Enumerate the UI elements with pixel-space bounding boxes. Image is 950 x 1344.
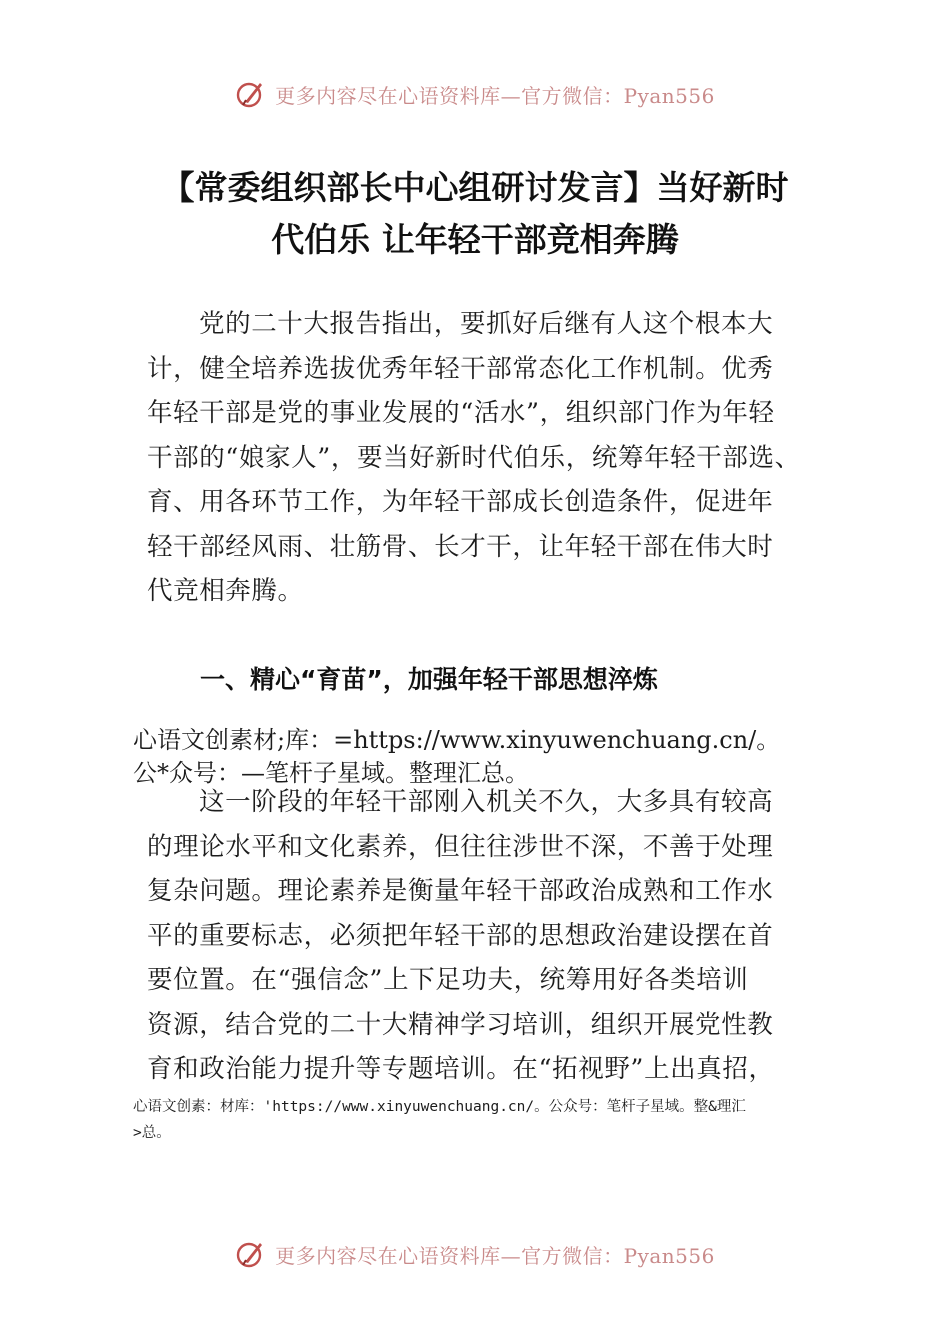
- watermark-text: 更多内容尽在心语资料库—官方微信：Pyan556: [275, 1243, 715, 1268]
- paragraph-line: 要位置。在“强信念”上下足功夫，统筹用好各类培训: [147, 965, 749, 995]
- watermark-text: 更多内容尽在心语资料库—官方微信：Pyan556: [275, 83, 715, 108]
- footer-source-line: 心语文创素：材库：'https://www.xinyuwenchuang.cn/。公众号：笔杆子星域。整&理汇: [133, 1099, 746, 1115]
- source-note-line: 心语文创素材;库：=https://www.xinyuwenchuang.cn/。: [133, 726, 781, 754]
- section-heading: 一、精心“育苗”，加强年轻干部思想淬炼: [200, 665, 658, 694]
- quill-logo-icon: [235, 78, 267, 110]
- paragraph-line: 的理论水平和文化素养，但往往涉世不深，不善于处理: [147, 831, 774, 862]
- paragraph-line: 年轻干部是党的事业发展的“活水”，组织部门作为年轻: [147, 398, 775, 428]
- footer-source-note: [133, 1094, 746, 1146]
- paragraph-line: 党的二十大报告指出，要抓好后继有人这个根本大: [199, 309, 774, 339]
- paragraph-line: 干部的“娘家人”，要当好新时代伯乐，统筹年轻干部选、: [147, 442, 801, 473]
- document-title: [100, 162, 850, 266]
- paragraph-line: 平的重要标志，必须把年轻干部的思想政治建设摆在首: [147, 920, 774, 951]
- quill-logo-icon: [235, 1238, 267, 1270]
- title-line-1: 【常委组织部长中心组研讨发言】当好新时: [161, 168, 789, 207]
- paragraph-line: 资源，结合党的二十大精神学习培训，组织开展党性教: [147, 1009, 774, 1040]
- paragraph-line: 育和政治能力提升等专题培训。在“拓视野”上出真招，: [147, 1054, 775, 1084]
- intro-paragraph: [147, 302, 807, 614]
- source-note-line: 公*众号：—笔杆子星域。整理汇总。: [133, 759, 529, 787]
- footer-source-line: >总。: [133, 1125, 171, 1141]
- paragraph-line: 育、用各环节工作，为年轻干部成长创造条件，促进年: [147, 487, 774, 517]
- section-body-paragraph: [147, 780, 807, 1092]
- paragraph-line: 这一阶段的年轻干部刚入机关不久，大多具有较高: [199, 787, 774, 817]
- paragraph-line: 计，健全培养选拔优秀年轻干部常态化工作机制。优秀: [147, 353, 774, 384]
- paragraph-line: 复杂问题。理论素养是衡量年轻干部政治成熟和工作水: [147, 876, 774, 906]
- header-watermark: [0, 74, 950, 114]
- paragraph-line: 轻干部经风雨、壮筋骨、长才干，让年轻干部在伟大时: [147, 531, 774, 562]
- footer-watermark: [0, 1234, 950, 1274]
- paragraph-line: 代竞相奔腾。: [147, 576, 304, 606]
- title-line-2: 代伯乐 让年轻干部竞相奔腾: [271, 220, 679, 259]
